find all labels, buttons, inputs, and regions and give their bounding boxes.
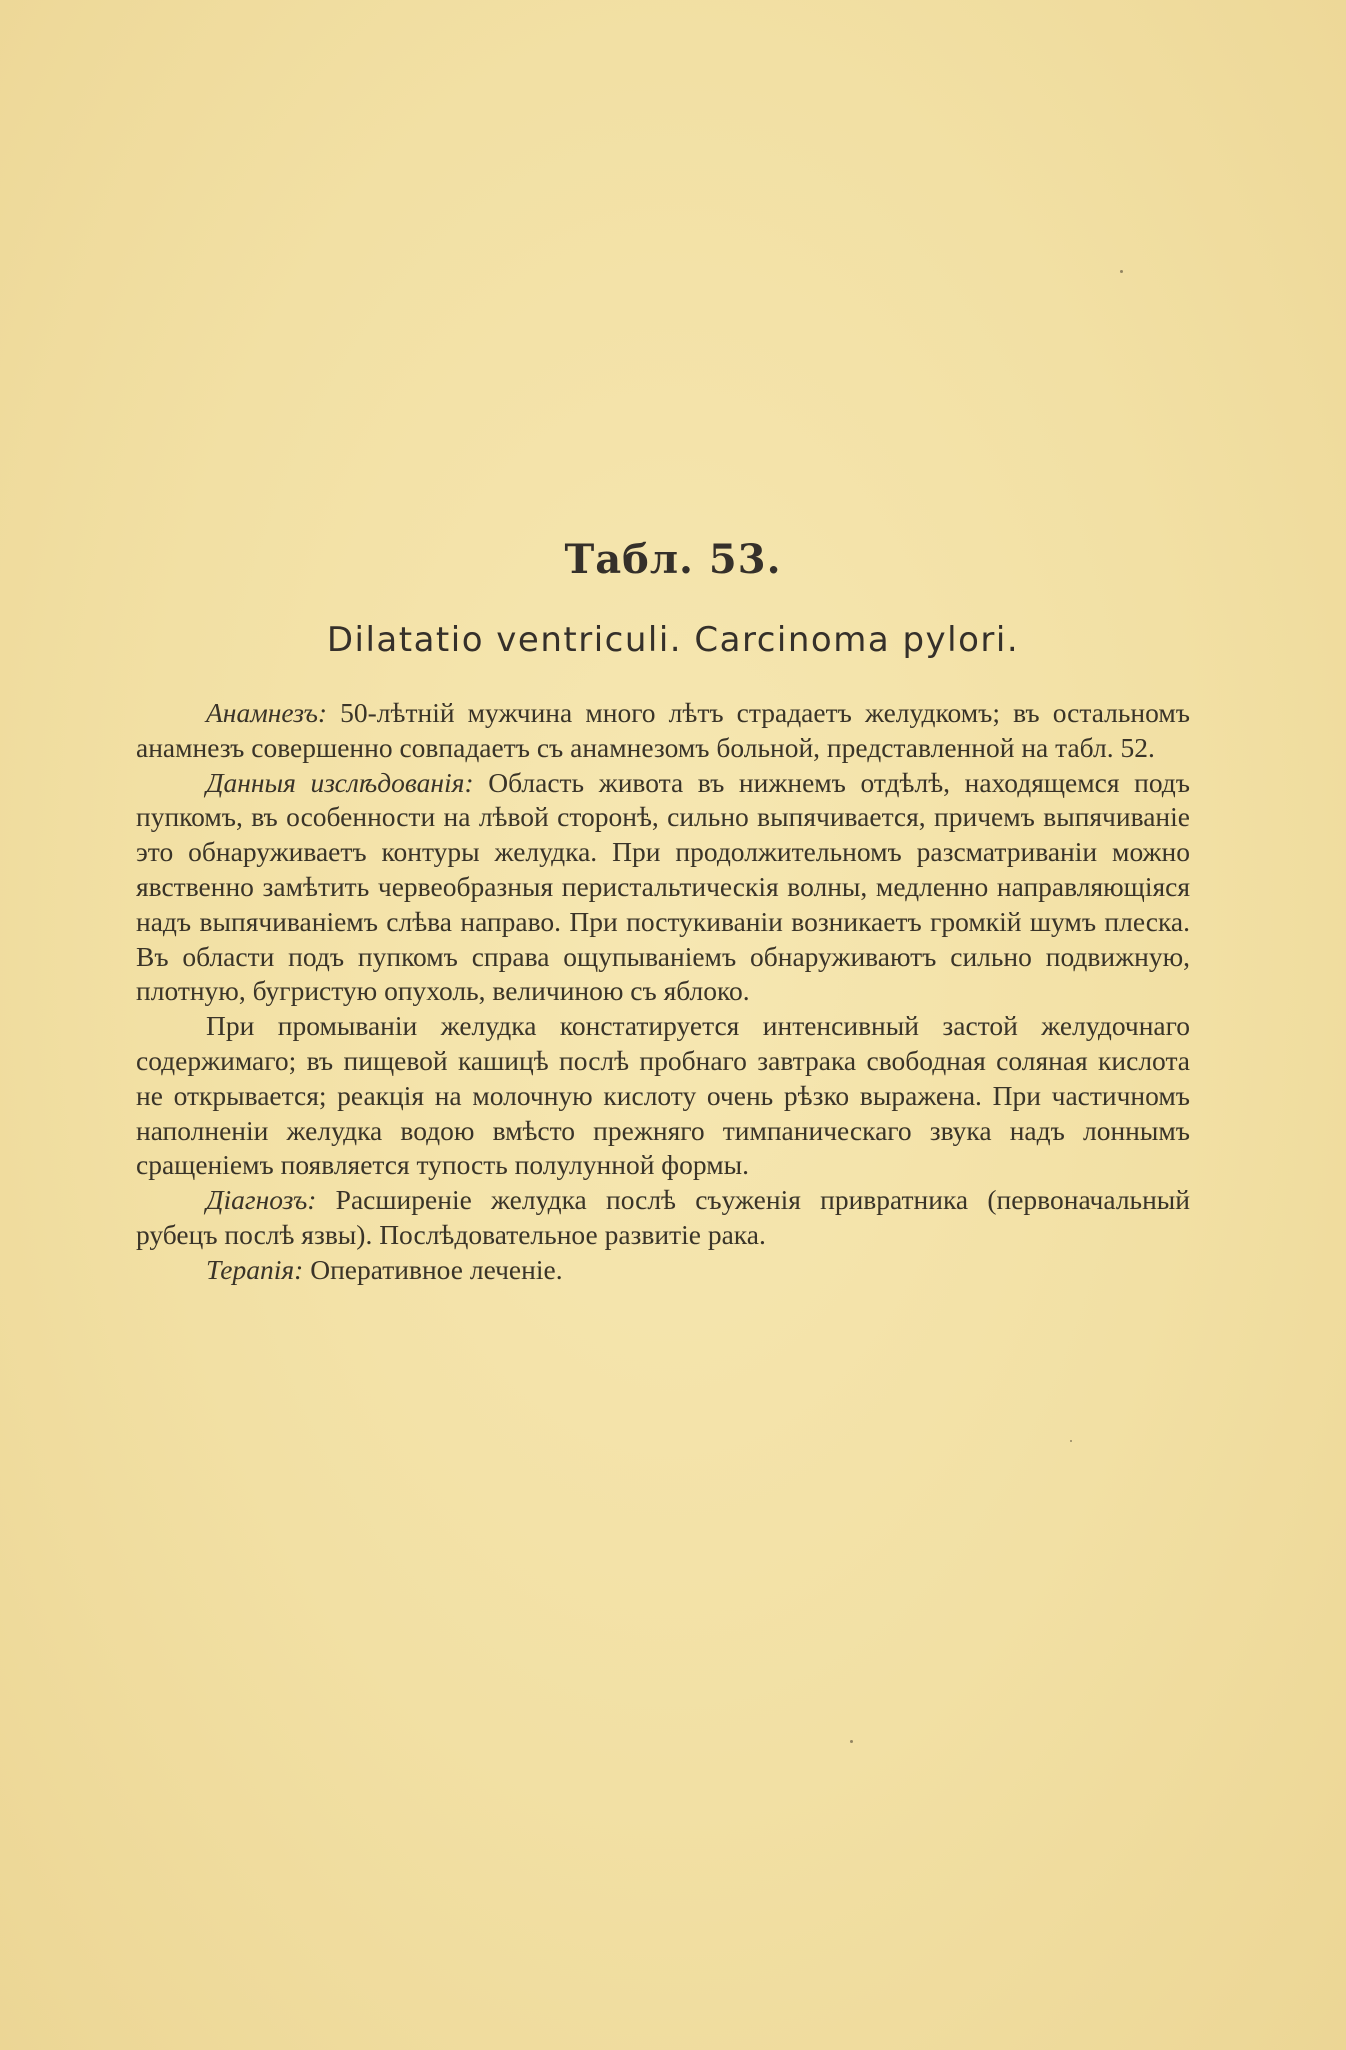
paragraph-text: Расширеніе желудка послѣ съуженія привратника (первоначальный рубецъ послѣ язвы). Послѣдовательное развитіе рака. — [136, 1184, 1190, 1250]
paragraph-text: Область живота въ нижнемъ отдѣлѣ, находящемся подъ пупкомъ, въ особенности на лѣвой сторонѣ, сильно выпячивается, причемъ выпячиваніе это обнаруживаетъ контуры желудка. При продолжительномъ разсматриваніи можно явственно замѣтить червеобразныя перистальтическія волны, медленно направляющіяся надъ выпячиваніемъ слѣва направо. При постукиваніи возникаетъ громкій шумъ плеска. Въ области подъ пупкомъ справа ощупываніемъ обнаруживаютъ сильно подвижную, плотную, бугристую опухоль, величиною съ яблоко. — [136, 766, 1190, 1007]
paragraph-text: 50-лѣтній мужчина много лѣтъ страдаетъ желудкомъ; въ остальномъ анамнезъ совершенно совпадаетъ съ анамнезомъ больной, представленной на табл. 52. — [136, 697, 1190, 763]
paragraph-text: При промываніи желудка констатируется интенсивный застой желудочнаго содержимаго; въ пищевой кашицѣ послѣ пробнаго завтрака свободная соляная кислота не открывается; реакція на молочную кислоту очень рѣзко выражена. При частичномъ наполненіи желудка водою вмѣсто прежняго тимпаническаго звука надъ лоннымъ сращеніемъ появляется тупость полулунной формы. — [136, 1010, 1190, 1181]
paper-speck — [1120, 270, 1123, 273]
paragraph-heading: Анамнезъ: — [206, 697, 328, 728]
paragraph-heading: Данныя изслѣдованія: — [206, 766, 474, 798]
document-body — [136, 696, 1190, 1288]
paper-speck — [1070, 1440, 1072, 1442]
paragraph-heading: Діагнозъ: — [206, 1184, 317, 1216]
paragraph-therapy — [136, 1253, 1190, 1288]
page-subtitle: Dilatatio ventriculi. Carcinoma pylori. — [326, 620, 1020, 660]
paragraph-anamnesis — [136, 696, 1190, 766]
paragraph-findings — [136, 766, 1190, 1010]
paragraph-diagnosis — [136, 1183, 1190, 1253]
paragraph-text: Оперативное леченіе. — [303, 1253, 563, 1285]
page-title: Табл. 53. — [564, 536, 782, 583]
paper-speck — [850, 1740, 853, 1743]
paragraph-heading: Терапія: — [206, 1253, 304, 1285]
paragraph-lavage — [136, 1009, 1190, 1183]
